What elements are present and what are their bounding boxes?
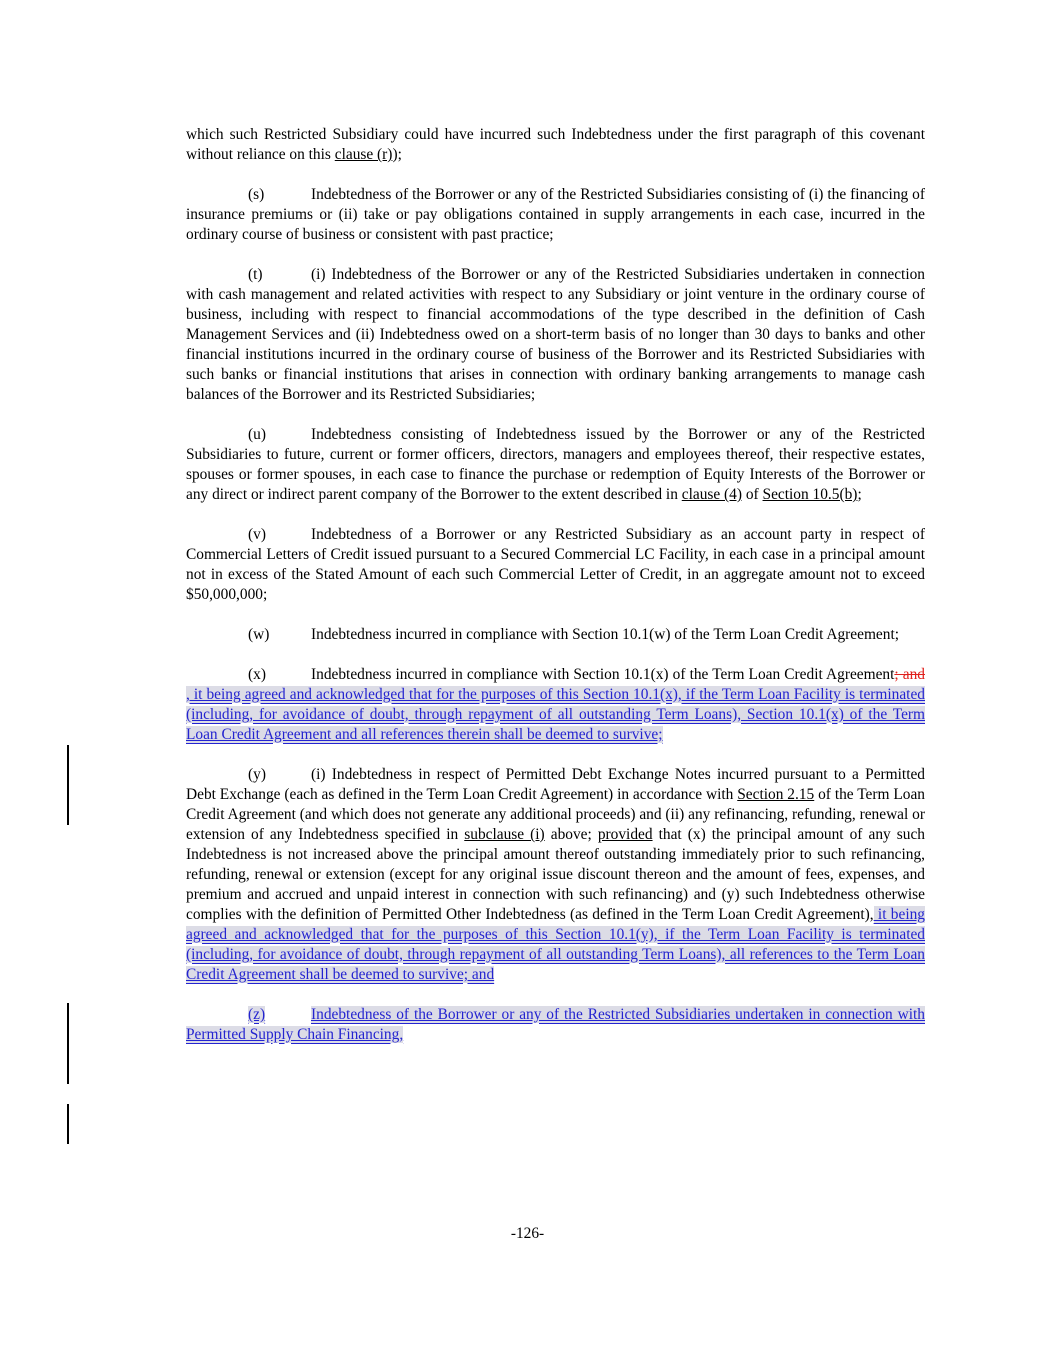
clause-label-cell bbox=[248, 525, 311, 545]
body-text: (i) Indebtedness of the Borrower or any of the Restricted Subsidiaries undertaken in connection with cash management and related activities with respect to any Subsidiary or joint venture in the ordinary course of business, including with respect to financial accommodations of the type described in the definition of Cash Management Services and (ii) Indebtedness owed on a short-term basis of no longer than 30 days to banks and other financial institutions incurred in the ordinary course of business of the Borrower and its Restricted Subsidiaries with such banks or financial institutions that arises in connection with ordinary banking arrangements to manage cash balances of the Borrower and its Restricted Subsidiaries; bbox=[186, 266, 925, 403]
body-text: (i) Indebtedness in respect of Permitted Debt Exchange Notes incurred pursuant to a Permitted Debt Exchange (each as defined in the Term Loan Credit Agreement) in accordance with bbox=[186, 766, 925, 803]
clause-paragraph bbox=[186, 525, 925, 605]
clause-label: (z) bbox=[248, 1006, 266, 1023]
cross-reference: subclause (i) bbox=[464, 826, 545, 843]
body-text: which such Restricted Subsidiary could have incurred such Indebtedness under the first paragraph of this covenant without reliance on this bbox=[186, 126, 925, 163]
clause-label: (w) bbox=[248, 626, 270, 643]
clause-paragraph bbox=[186, 185, 925, 245]
inserted-text: Indebtedness of the Borrower or any of the Restricted Subsidiaries undertaken in connection with Permitted Supply Chain Financing, bbox=[186, 1006, 925, 1043]
cross-reference: clause (4) bbox=[681, 486, 742, 503]
clause-paragraph bbox=[186, 265, 925, 405]
clause-label: (v) bbox=[248, 526, 266, 543]
cross-reference: provided bbox=[597, 826, 653, 843]
body-text: Indebtedness of the Borrower or any of the Restricted Subsidiaries consisting of (i) the financing of insurance premiums or (ii) take or pay obligations contained in supply arrangements in each case, incurred in the ordinary course of business or consistent with past practice; bbox=[186, 186, 925, 243]
inserted-text: , it being agreed and acknowledged that for the purposes of this Section 10.1(x), if the Term Loan Facility is terminated (including, for avoidance of doubt, through repayment of all outstanding Term Loans), Section 10.1(x) of the Term Loan Credit Agreement and all references therein shall be deemed to survive; bbox=[186, 686, 925, 743]
clause-label-cell bbox=[248, 765, 311, 785]
body-text: that (x) the principal amount of any such Indebtedness is not increased above the principal amount thereof outstanding immediately prior to such refinancing, refunding, renewal or extension (except for any original issue discount thereon and the amount of fees, expenses, and premium and accrued and unpaid interest in connection with such refinancing) and (y) such Indebtedness otherwise complies with the definition of Permitted Other Indebtedness (as defined in the Term Loan Credit Agreement), bbox=[186, 826, 925, 923]
clause-label: (u) bbox=[248, 426, 266, 443]
clause-label-cell bbox=[248, 665, 311, 685]
change-bar bbox=[67, 1104, 69, 1144]
clause-label-cell bbox=[248, 265, 311, 285]
body-text: Indebtedness consisting of Indebtedness issued by the Borrower or any of the Restricted Subsidiaries to future, current or former officers, directors, managers and employees thereof, their respective estates, spouses or former spouses, in each case to finance the purchase or redemption of Equity Interests of the Borrower or any direct or indirect parent company of the Borrower to the extent described in bbox=[186, 426, 925, 503]
clause-paragraph bbox=[186, 1005, 925, 1045]
clause-label: (y) bbox=[248, 766, 266, 783]
body-text: Indebtedness incurred in compliance with Section 10.1(w) of the Term Loan Credit Agreement; bbox=[311, 626, 900, 643]
change-bar bbox=[67, 745, 69, 825]
clause-label-cell bbox=[248, 1005, 311, 1025]
clause-label-cell bbox=[248, 625, 311, 645]
document-body bbox=[186, 125, 925, 1065]
clause-paragraph bbox=[186, 425, 925, 505]
clause-label-cell bbox=[248, 185, 311, 205]
body-text: Indebtedness of a Borrower or any Restricted Subsidiary as an account party in respect of Commercial Letters of Credit issued pursuant to a Secured Commercial LC Facility, in each case in a principal amount not in excess of the Stated Amount of each such Commercial Letter of Credit, in an aggregate amount not to exceed $50,000,000; bbox=[186, 526, 925, 603]
cross-reference: Section 10.5(b) bbox=[762, 486, 858, 503]
cross-reference: clause (r) bbox=[334, 146, 393, 163]
clause-paragraph bbox=[186, 665, 925, 745]
clause-paragraph bbox=[186, 625, 925, 645]
clause-label: (x) bbox=[248, 666, 266, 683]
body-text: Indebtedness incurred in compliance with Section 10.1(x) of the Term Loan Credit Agreement bbox=[311, 666, 895, 683]
continuation-paragraph bbox=[186, 125, 925, 165]
cross-reference: Section 2.15 bbox=[737, 786, 815, 803]
clause-label-cell bbox=[248, 425, 311, 445]
body-text: above; bbox=[544, 826, 598, 843]
clause-label: (t) bbox=[248, 266, 263, 283]
body-text: ); bbox=[392, 146, 402, 163]
body-text: of the Term Loan Credit Agreement (and which does not generate any additional proceeds) and (ii) any refinancing, refunding, renewal or extension of any Indebtedness specified in bbox=[186, 786, 925, 843]
inserted-text: it being agreed and acknowledged that for the purposes of this Section 10.1(y), if the Term Loan Facility is terminated (including, for avoidance of doubt, through repayment of all outstanding Term Loans), all references to the Term Loan Credit Agreement shall be deemed to survive; and bbox=[186, 906, 925, 983]
body-text: ; bbox=[857, 486, 862, 503]
page-number: -126- bbox=[510, 1225, 545, 1242]
body-text: of bbox=[742, 486, 763, 503]
clause-label: (s) bbox=[248, 186, 265, 203]
change-bar bbox=[67, 1003, 69, 1084]
clause-paragraph bbox=[186, 765, 925, 985]
deleted-text: ; and bbox=[894, 666, 925, 683]
